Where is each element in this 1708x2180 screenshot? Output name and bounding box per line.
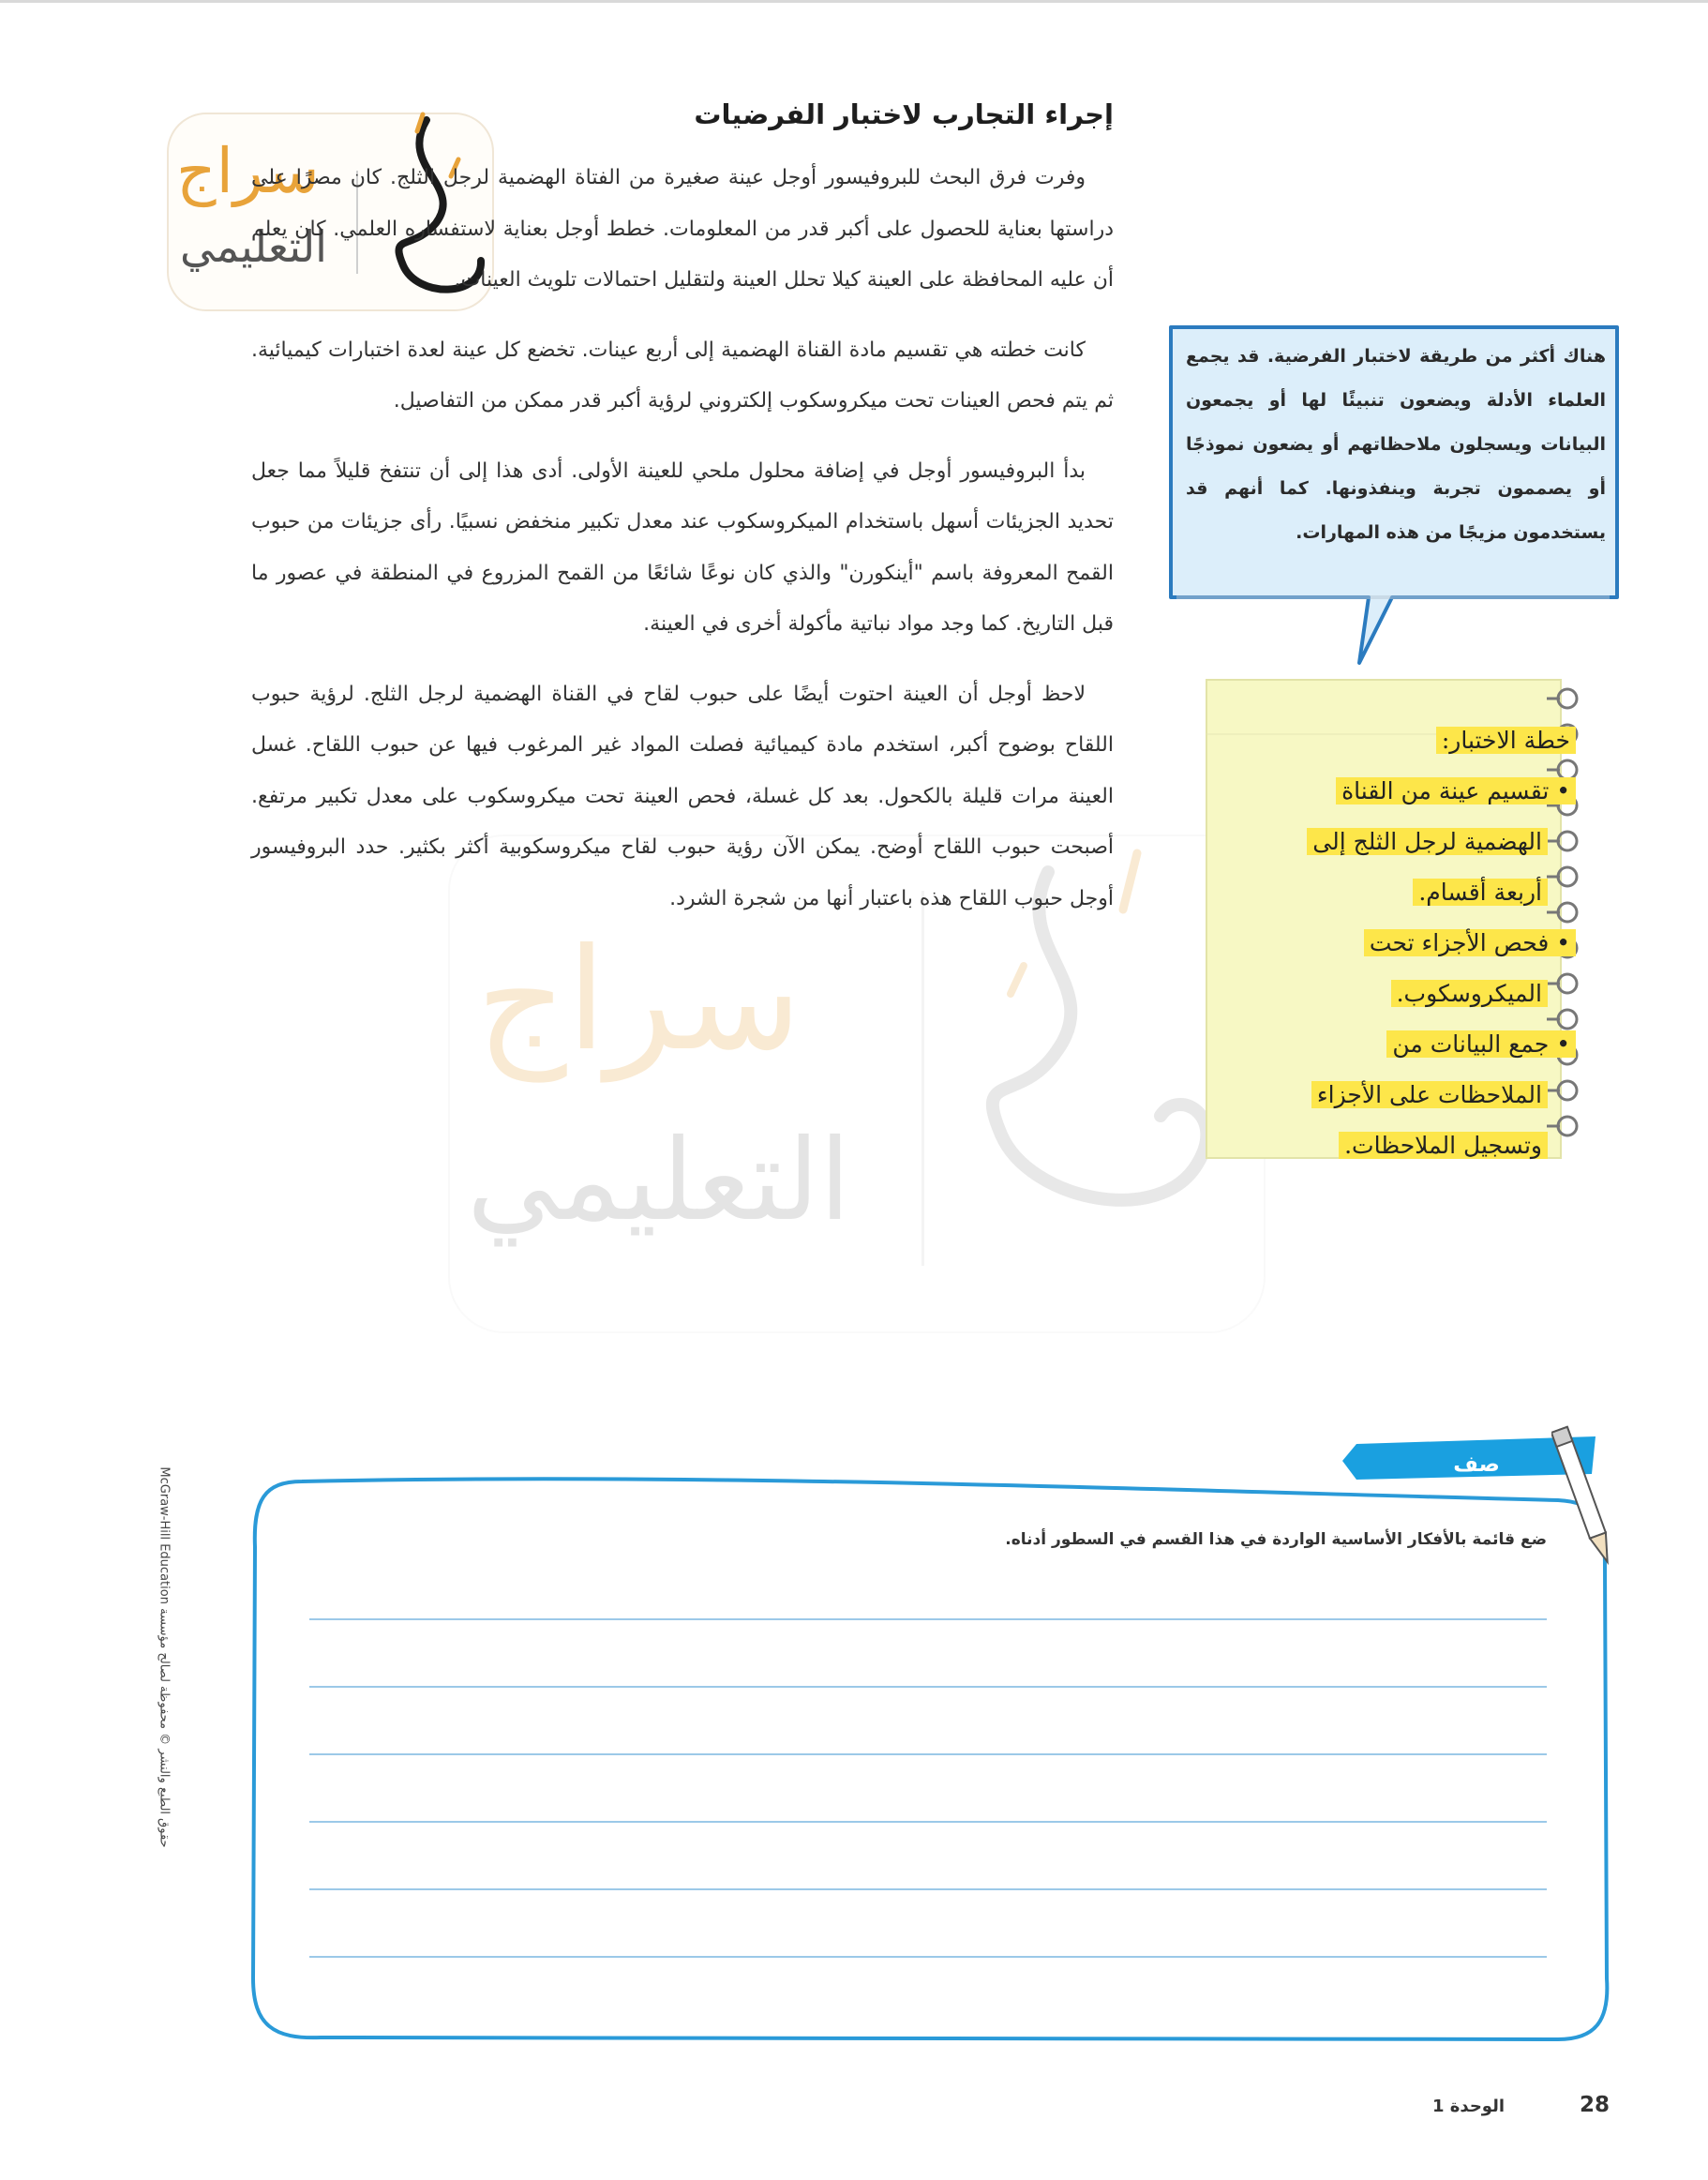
footer-unit: الوحدة 1 (1432, 2097, 1506, 2116)
writing-line[interactable] (309, 1753, 1547, 1755)
article-paragraph-1: وفرت فرق البحث للبروفيسور أوجل عينة صغيرة من الفتاة الهضمية لرجل الثلج. كان مصرًا على دراستها بعناية للحصول على أكبر قدر من المعلومات. خطط أوجل بعناية لاستفساره العلمي. كان يعلم أن عليه المحافظة على العينة كيلا تحلل العينة ولتقليل احتمالات تلويث العينات. (251, 166, 1114, 292)
top-border (0, 0, 1708, 3)
note-line: أربعة أقسام. (1413, 879, 1548, 906)
note-line: الهضمية لرجل الثلج إلى (1307, 828, 1548, 855)
article-paragraph-4: لاحظ أوجل أن العينة احتوت أيضًا على حبوب لقاح في القناة الهضمية لرجل الثلج. لرؤية حبوب اللقاح بوضوح أكبر، استخدم مادة كيميائية فصلت المواد غير المرغوب فيها عن حبوب اللقاح. غسل العينة مرات قليلة بالكحول. بعد كل غسلة، فحص العينة تحت ميكروسكوب على معدل تكبير مرتفع. أصبحت حبوب اللقاح أوضح. يمكن الآن رؤية حبوب لقاح ميكروسكوبية أكثر بكثير. حدد البروفيسور أوجل حبوب اللقاح هذه باعتبار أنها من شجرة الشرد. (251, 682, 1114, 910)
article-paragraph-3: بدأ البروفيسور أوجل في إضافة محلول ملحي للعينة الأولى. أدى هذا إلى أن تنتفخ قليلاً مما جعل تحديد الجزيئات أسهل باستخدام الميكروسكوب عند معدل تكبير منخفض نسبيًا. رأى جزيئات من حبوب القمح المعروفة باسم "أينكورن" والذي كان نوعًا شائعًا من القمح المزروع في المنطقة في عصور ما قبل التاريخ. كما وجد مواد نباتية مأكولة أخرى في العينة. (251, 459, 1114, 636)
article-paragraph-2: كانت خطته هي تقسيم مادة القناة الهضمية إلى أربع عينات. تخضع كل عينة لعدة اختبارات كيميائية. ثم يتم فحص العينات تحت ميكروسكوب إلكتروني لرؤية أكبر قدر ممكن من التفاصيل. (251, 338, 1114, 413)
writing-line[interactable] (309, 1821, 1547, 1823)
note-line: الميكروسكوب. (1391, 980, 1548, 1007)
writing-line[interactable] (309, 1888, 1547, 1890)
page-number: 28 (1580, 2093, 1611, 2117)
logo-line1: سراج (176, 135, 320, 207)
summary-box (246, 1416, 1616, 2046)
hint-callout (1167, 323, 1622, 595)
note-line: • جمع البيانات من (1386, 1030, 1576, 1058)
article-heading: إجراء التجارب لاختبار الفرضيات (694, 98, 1114, 130)
writing-line[interactable] (309, 1618, 1547, 1620)
copyright-text: حقوق الطبع والنشر © محفوظة لصالح مؤسسة McGraw-Hill Education (157, 1466, 172, 1848)
tab-label-describe: صف (1453, 1452, 1500, 1477)
note-line: • فحص الأجزاء تحت (1364, 929, 1576, 956)
test-plan-note (1205, 678, 1598, 1163)
watermark-line2: التعليمي (467, 1116, 851, 1246)
summary-frame (246, 1416, 1616, 2046)
note-line: • تقسيم عينة من القناة (1336, 777, 1576, 804)
writing-line[interactable] (309, 1956, 1547, 1958)
note-line: الملاحظات على الأجزاء (1311, 1081, 1548, 1108)
summary-instruction: ضع قائمة بالأفكار الأساسية الواردة في هذا القسم في السطور أدناه. (1005, 1530, 1547, 1549)
logo-line2: التعليمي (180, 221, 327, 272)
article (251, 98, 1114, 943)
writing-line[interactable] (309, 1686, 1547, 1688)
note-title: خطة الاختبار: (1436, 727, 1576, 754)
watermark-line1: سراج (476, 919, 802, 1082)
note-line: وتسجيل الملاحظات. (1339, 1132, 1548, 1159)
copyright-vertical (150, 1435, 174, 1885)
callout-text: هناك أكثر من طريقة لاختبار الفرضية. قد يجمع العلماء الأدلة ويضعون تنبيئًا لها أو يجمعون البيانات ويسجلون ملاحظاتهم أو يضعون نموذجًا أو يصممون تجربة وينفذونها. كما أنهم قد يستخدمون مزيجًا من هذه المهارات. (1186, 346, 1606, 543)
pencil-icon (1551, 1416, 1617, 1575)
